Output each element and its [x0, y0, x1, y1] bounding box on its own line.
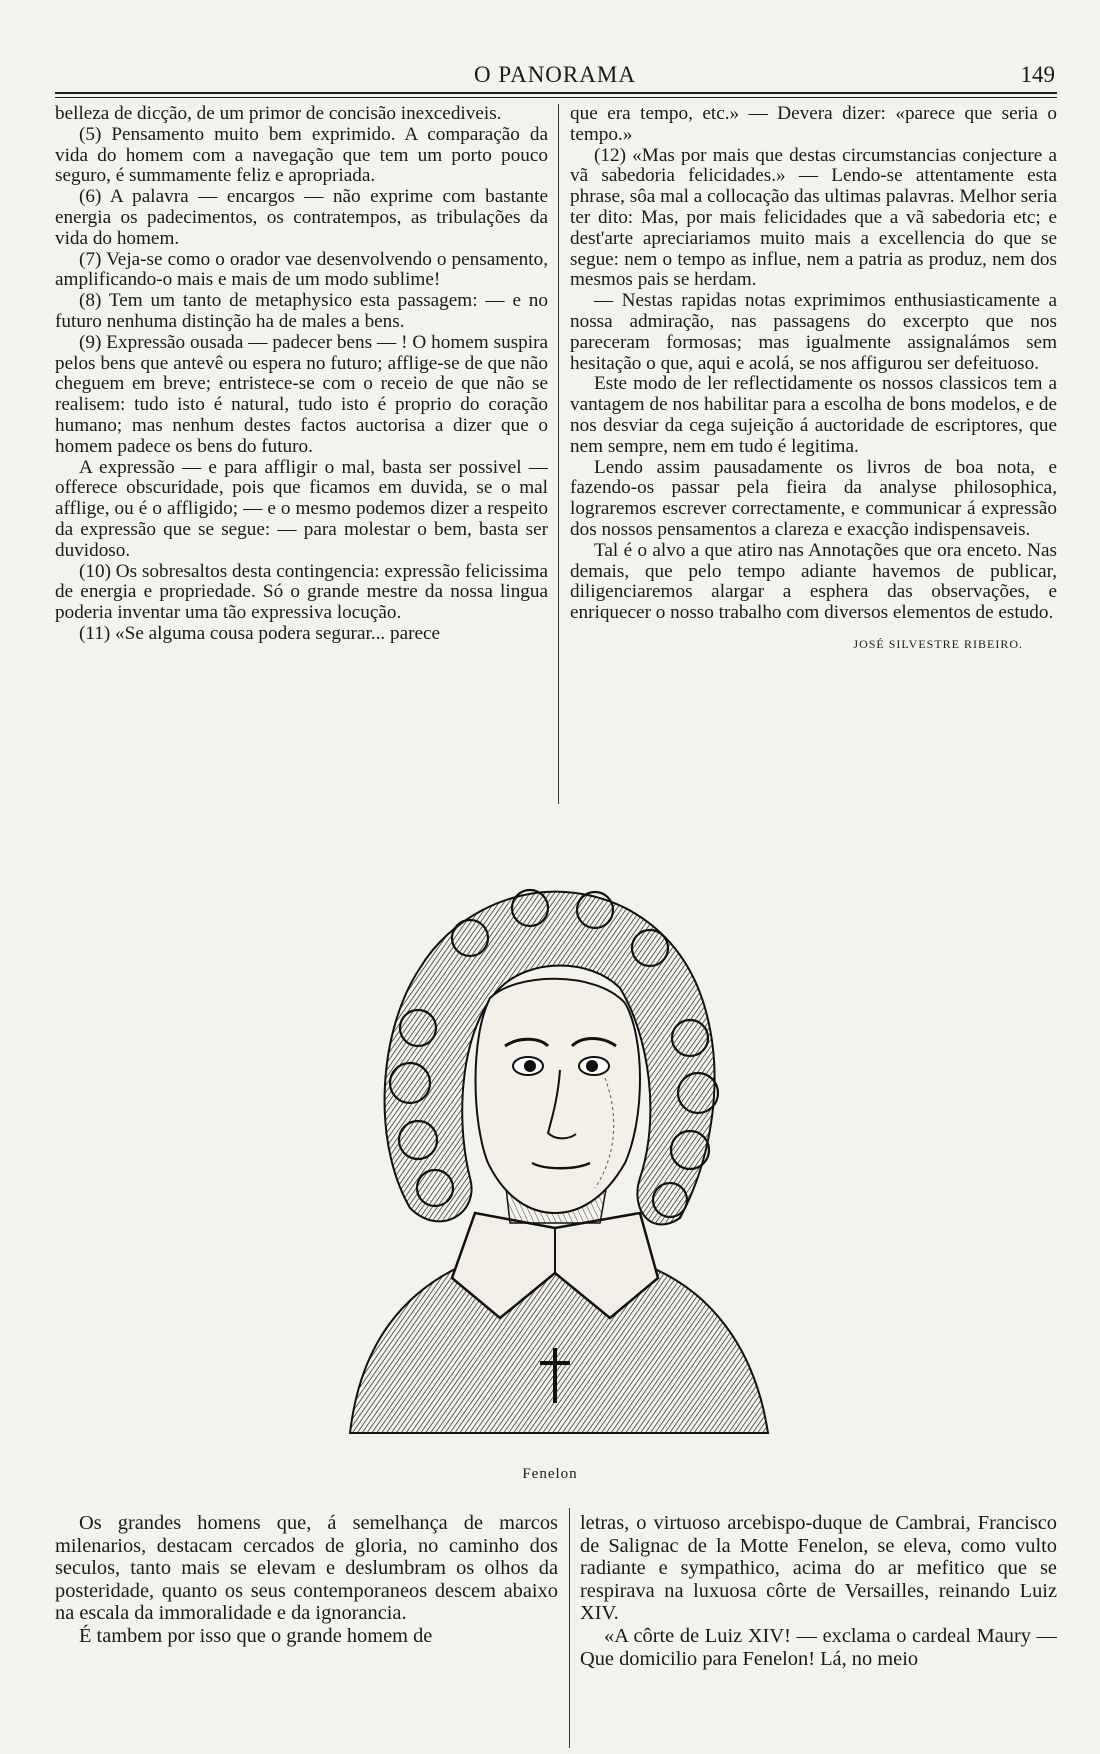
paragraph: «A côrte de Luiz XIV! — exclama o cardeal Maury — Que domicilio para Fenelon! Lá, no meio [580, 1624, 1057, 1670]
paragraph: (9) Expressão ousada — padecer bens — ! O homem suspira pelos bens que antevê ou espera no futuro; afflige-se de que não cheguem em breve; entristece-se com o receio de que não se realisem: tudo isto é natural, tudo isto é proprio do coração humano; mas nenhum destes factos auctorisa a dizer que o homem padece os bens do futuro. [55, 331, 548, 457]
paragraph: Este modo de ler reflectidamente os nossos classicos tem a vantagem de nos habilitar para a escolha de bons modelos, e de nos desviar da cega sujeição á auctoridade de escriptores, que nem sempre, nem em tudo é legitima. [570, 373, 1057, 457]
paragraph: Tal é o alvo a que atiro nas Annotações que ora enceto. Nas demais, que pelo tempo adiante havemos de publicar, diligenciaremos alargar a esphera das observações, e enriquecer o nosso trabalho com diversos elementos de estudo. [570, 539, 1057, 624]
header-rule [55, 92, 1057, 94]
paragraph: que era tempo, etc.» — Devera dizer: «parece que seria o tempo.» [570, 104, 1057, 145]
paragraph: (8) Tem um tanto de metaphysico esta passagem: — e no futuro nenhuma distinção ha de males a bens. [55, 290, 548, 332]
paragraph: É tambem por isso que o grande homem de [79, 1624, 433, 1647]
column-divider [558, 104, 559, 804]
paragraph: letras, o virtuoso arcebispo-duque de Cambrai, Francisco de Salignac de la Motte Fenelon, se eleva, como vulto radiante e sympathico, acima do ar mefitico que se respirava na luxuosa côrte de Versailles, reinando Luiz XIV. [580, 1512, 1057, 1625]
fenelon-portrait-engraving [340, 878, 770, 1438]
paragraph: Lendo assim pausadamente os livros de boa nota, e fazendo-os passar pela fieira da analyse philosophica, lograremos escrever correctamente, e communicar á expressão dos nossos pensamentos a clareza e exacção indispensaveis. [570, 456, 1057, 540]
paragraph: (6) A palavra — encargos — não exprime com bastante energia os padecimentos, os contratempos, as tribulações da vida do homem. [55, 186, 548, 249]
page-number: 149 [1020, 62, 1055, 87]
column-top-left [55, 104, 548, 812]
column-bottom-right [580, 1512, 1057, 1742]
figure-caption: Fenelon [522, 1466, 578, 1482]
paragraph: A expressão — e para affligir o mal, basta ser possivel — offerece obscuridade, pois que ficamos em duvida, se o mal afflige, ou é o affligido; — e o mesmo podemos dizer a respeito da expressão que se segue: — para molestar o bem, basta ser duvidoso. [55, 456, 548, 561]
publication-title: O PANORAMA [474, 62, 636, 87]
paragraph: (11) «Se alguma cousa podera segurar... parece [79, 622, 441, 644]
paragraph: (7) Veja-se como o orador vae desenvolvendo o pensamento, amplificando-o mais e mais de um modo sublime! [55, 248, 548, 291]
paragraph: (10) Os sobresaltos desta contingencia: expressão felicissima de energia e propriedade. Só o grande mestre da nossa lingua poderia inventar uma tão expressiva locução. [55, 560, 548, 624]
paragraph: Os grandes homens que, á semelhança de marcos milenarios, destacam cercados de gloria, no caminho dos seculos, tanto mais se elevam e deslumbram os olhos da posteridade, quanto os seus contemporaneos descem abaixo na escala da immoralidade e da ignorancia. [55, 1512, 558, 1625]
column-bottom-left [55, 1512, 558, 1742]
running-head [55, 62, 1055, 92]
paragraph: (5) Pensamento muito bem exprimido. A comparação da vida do homem com a navegação que tem um porto pouco seguro, é summamente feliz e apropriada. [55, 123, 548, 187]
author-signature: JOSÉ SILVESTRE RIBEIRO. [853, 636, 1023, 651]
header-rule-thin [55, 97, 1057, 98]
paragraph: (12) «Mas por mais que destas circumstancias conjecture a vã sabedoria felicidades.» — Lendo-se attentamente esta phrase, sôa mal a collocação das ultimas palavras. Melhor seria ter dito: Mas, por mais felicidades que a vã sabedoria etc; e dest'arte apreciariamos muito mais a excellencia do que se segue: nem o tempo as influe, nem a patria as produz, nem dos mesmos pais se herdam. [570, 144, 1057, 291]
paragraph: — Nestas rapidas notas exprimimos enthusiasticamente a nossa admiração, nas passagens do excerpto que nos pareceram formosas; mas igualmente assignalámos sem hesitação o que, aqui e acolá, se nos affigurou ser defeituoso. [570, 290, 1057, 374]
column-divider-bottom [569, 1508, 570, 1748]
paragraph: belleza de dicção, de um primor de concisão inexcediveis. [55, 104, 502, 124]
column-top-right [570, 104, 1057, 812]
